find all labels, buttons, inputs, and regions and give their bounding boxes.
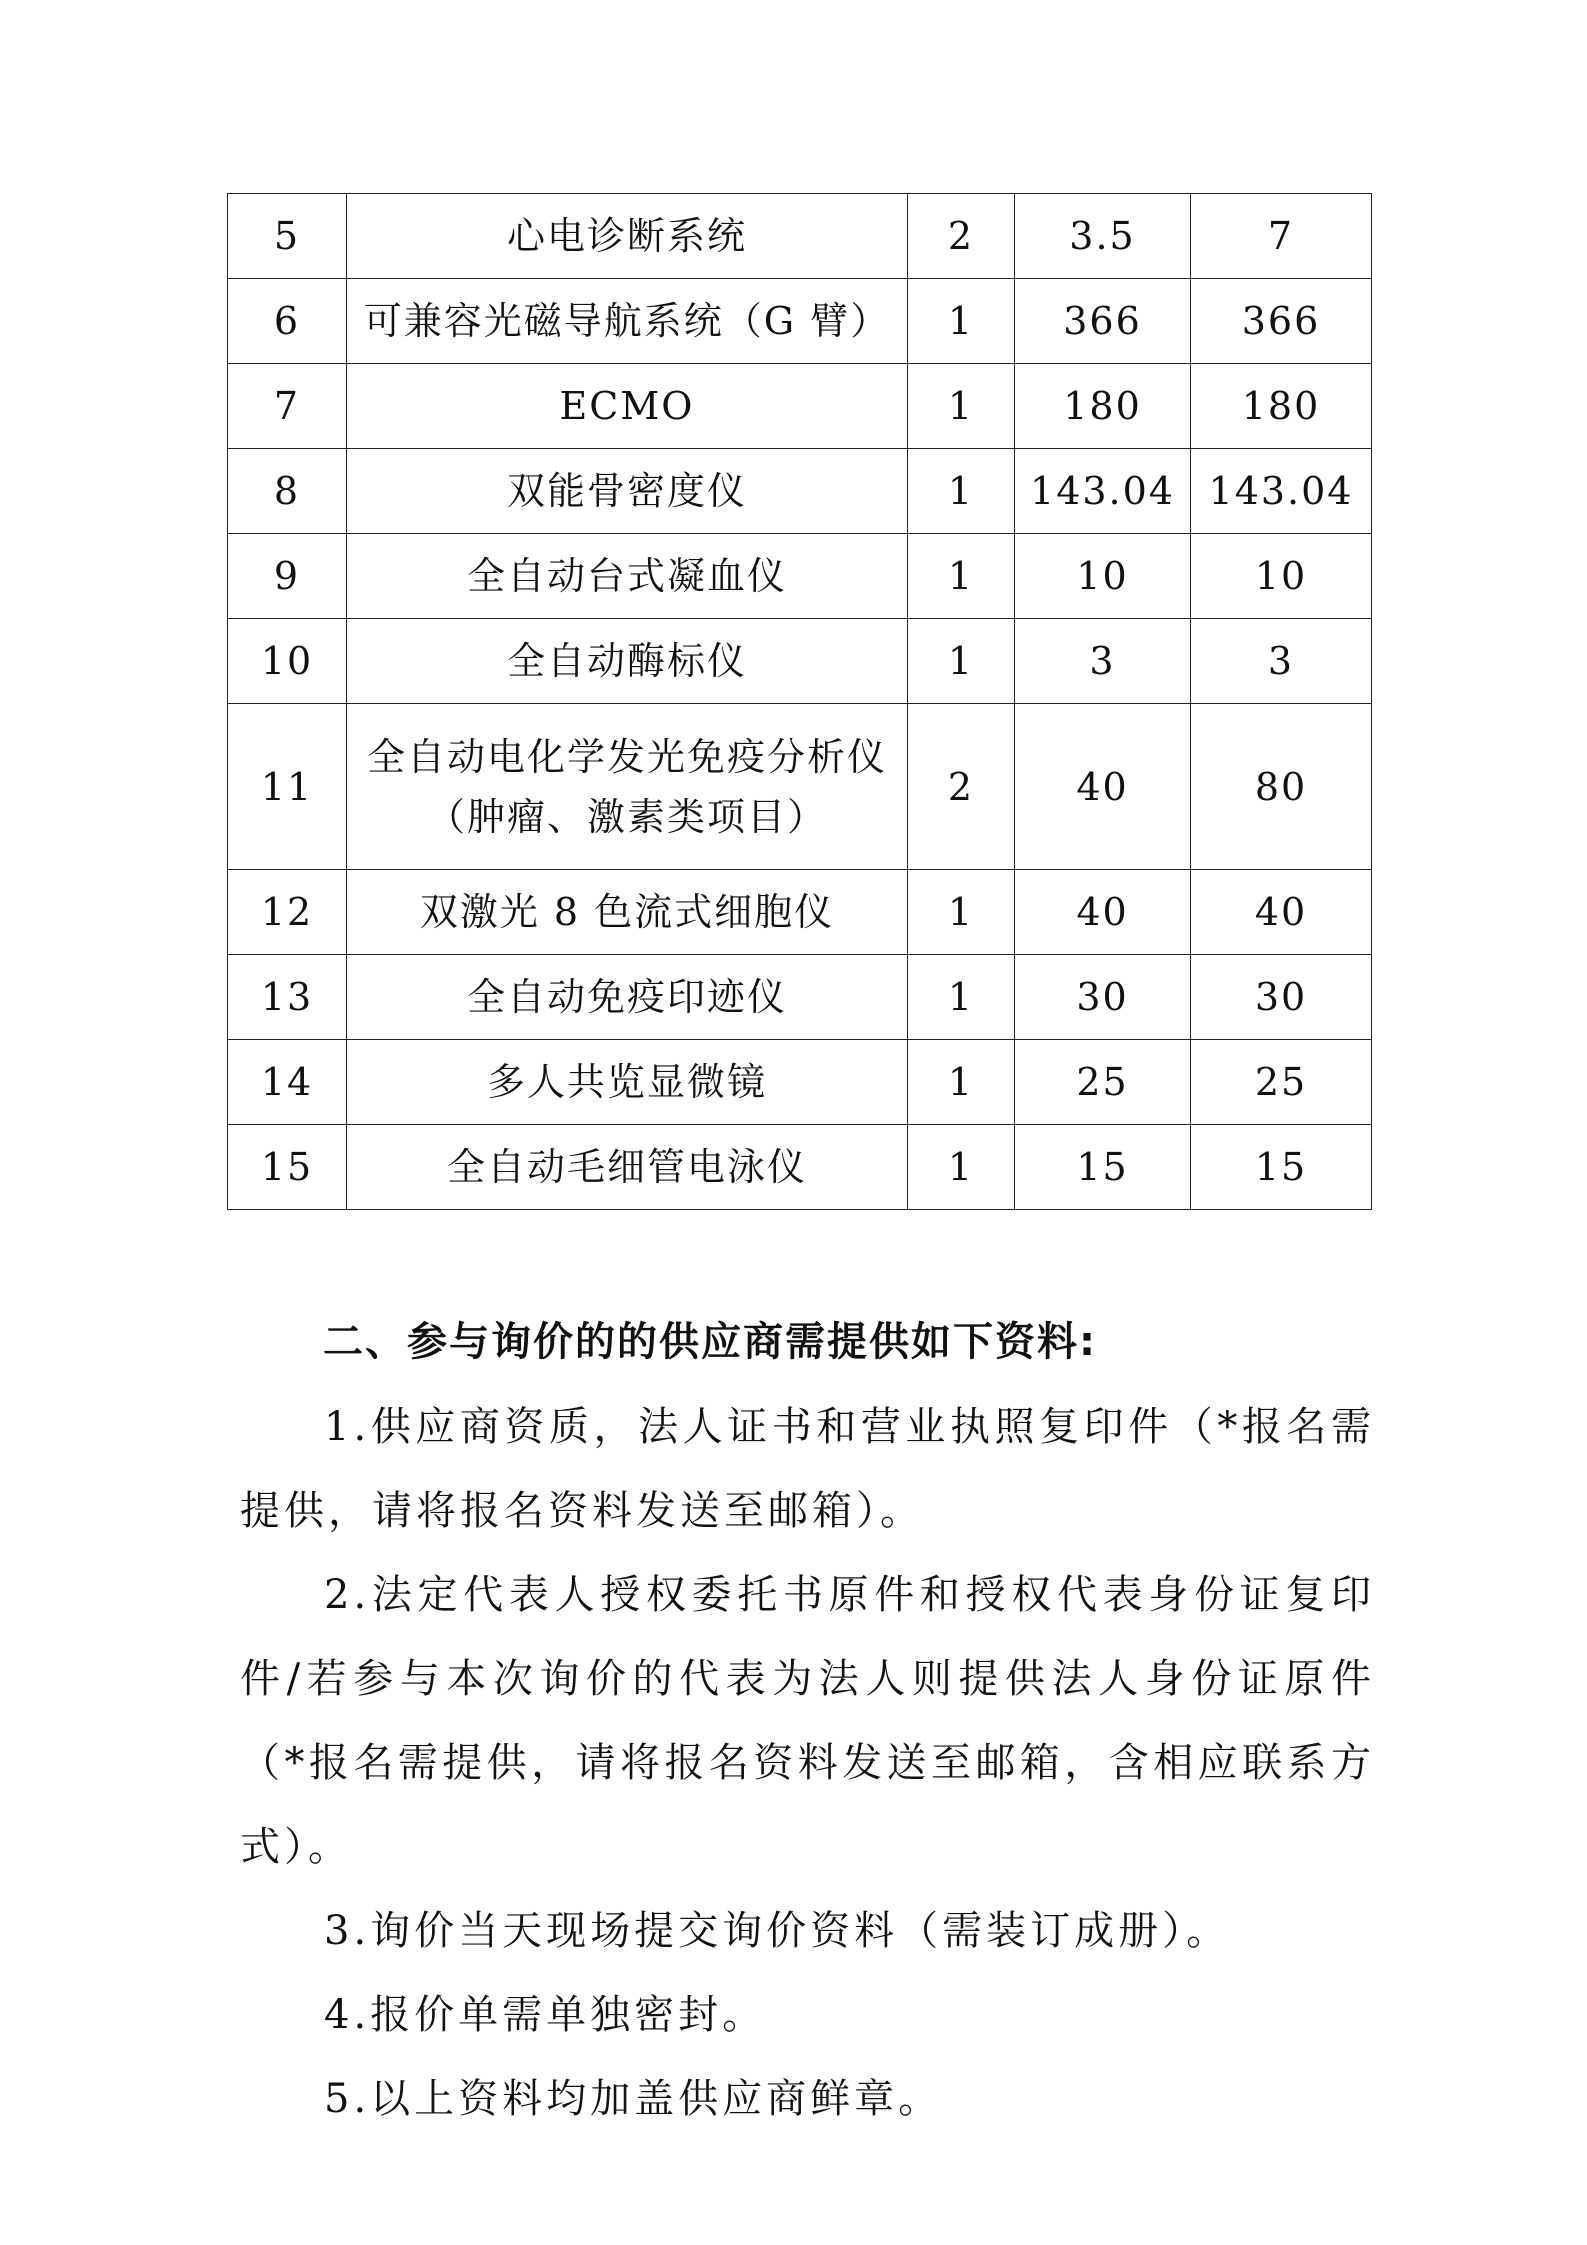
table-row bbox=[228, 955, 1372, 1040]
table-row bbox=[228, 870, 1372, 955]
table-row bbox=[228, 619, 1372, 704]
requirements-heading: 二、参与询价的的供应商需提供如下资料: bbox=[323, 1319, 1097, 1365]
cell-quantity: 1 bbox=[908, 1040, 1015, 1125]
cell-unit-price: 40 bbox=[1015, 704, 1191, 870]
cell-total: 143.04 bbox=[1191, 449, 1372, 534]
cell-equipment-name: 全自动台式凝血仪 bbox=[347, 534, 908, 619]
cell-equipment-name: 全自动电化学发光免疫分析仪（肿瘤、激素类项目） bbox=[347, 704, 908, 870]
table-row bbox=[228, 194, 1372, 279]
cell-number: 12 bbox=[228, 870, 347, 955]
cell-number: 9 bbox=[228, 534, 347, 619]
cell-equipment-name: ECMO bbox=[347, 364, 908, 449]
cell-unit-price: 25 bbox=[1015, 1040, 1191, 1125]
cell-quantity: 1 bbox=[908, 1125, 1015, 1210]
cell-quantity: 1 bbox=[908, 955, 1015, 1040]
cell-number: 11 bbox=[228, 704, 347, 870]
cell-total: 180 bbox=[1191, 364, 1372, 449]
cell-number: 7 bbox=[228, 364, 347, 449]
cell-equipment-name: 双能骨密度仪 bbox=[347, 449, 908, 534]
cell-quantity: 1 bbox=[908, 449, 1015, 534]
cell-equipment-name: 双激光 8 色流式细胞仪 bbox=[347, 870, 908, 955]
cell-unit-price: 40 bbox=[1015, 870, 1191, 955]
cell-total: 10 bbox=[1191, 534, 1372, 619]
cell-quantity: 1 bbox=[908, 534, 1015, 619]
requirement-item-3: 3.询价当天现场提交询价资料（需装订成册）。 bbox=[324, 1908, 1231, 1954]
requirement-item-1: 1.供应商资质，法人证书和营业执照复印件（*报名需提供，请将报名资料发送至邮箱）。 bbox=[240, 1404, 1375, 1534]
cell-quantity: 1 bbox=[908, 619, 1015, 704]
cell-unit-price: 3.5 bbox=[1015, 194, 1191, 279]
cell-quantity: 2 bbox=[908, 704, 1015, 870]
cell-unit-price: 30 bbox=[1015, 955, 1191, 1040]
cell-equipment-name: 心电诊断系统 bbox=[347, 194, 908, 279]
cell-total: 25 bbox=[1191, 1040, 1372, 1125]
cell-equipment-name: 全自动毛细管电泳仪 bbox=[347, 1125, 908, 1210]
cell-total: 30 bbox=[1191, 955, 1372, 1040]
table-row bbox=[228, 279, 1372, 364]
cell-unit-price: 15 bbox=[1015, 1125, 1191, 1210]
cell-total: 40 bbox=[1191, 870, 1372, 955]
requirement-item-4: 4.报价单需单独密封。 bbox=[324, 1992, 767, 2038]
cell-quantity: 1 bbox=[908, 364, 1015, 449]
table-row bbox=[228, 704, 1372, 870]
cell-quantity: 2 bbox=[908, 194, 1015, 279]
cell-number: 15 bbox=[228, 1125, 347, 1210]
cell-total: 80 bbox=[1191, 704, 1372, 870]
equipment-table bbox=[227, 193, 1372, 1210]
cell-equipment-name: 多人共览显微镜 bbox=[347, 1040, 908, 1125]
cell-unit-price: 366 bbox=[1015, 279, 1191, 364]
table-row bbox=[228, 449, 1372, 534]
requirement-item-2: 2.法定代表人授权委托书原件和授权代表身份证复印件/若参与本次询价的代表为法人则提供法人身份证原件（*报名需提供，请将报名资料发送至邮箱，含相应联系方式）。 bbox=[240, 1572, 1375, 1870]
cell-total: 7 bbox=[1191, 194, 1372, 279]
cell-unit-price: 180 bbox=[1015, 364, 1191, 449]
cell-unit-price: 3 bbox=[1015, 619, 1191, 704]
cell-number: 5 bbox=[228, 194, 347, 279]
equipment-table-body bbox=[228, 194, 1372, 1210]
cell-number: 13 bbox=[228, 955, 347, 1040]
cell-number: 8 bbox=[228, 449, 347, 534]
table-row bbox=[228, 534, 1372, 619]
cell-equipment-name: 可兼容光磁导航系统（G 臂） bbox=[347, 279, 908, 364]
cell-equipment-name: 全自动免疫印迹仪 bbox=[347, 955, 908, 1040]
cell-unit-price: 10 bbox=[1015, 534, 1191, 619]
table-row bbox=[228, 1040, 1372, 1125]
cell-total: 15 bbox=[1191, 1125, 1372, 1210]
table-row bbox=[228, 1125, 1372, 1210]
cell-quantity: 1 bbox=[908, 279, 1015, 364]
requirement-item-5: 5.以上资料均加盖供应商鲜章。 bbox=[324, 2076, 943, 2122]
cell-number: 10 bbox=[228, 619, 347, 704]
cell-number: 14 bbox=[228, 1040, 347, 1125]
cell-number: 6 bbox=[228, 279, 347, 364]
cell-unit-price: 143.04 bbox=[1015, 449, 1191, 534]
cell-equipment-name: 全自动酶标仪 bbox=[347, 619, 908, 704]
cell-quantity: 1 bbox=[908, 870, 1015, 955]
table-row bbox=[228, 364, 1372, 449]
cell-total: 3 bbox=[1191, 619, 1372, 704]
requirements-list bbox=[240, 1385, 1375, 2141]
cell-total: 366 bbox=[1191, 279, 1372, 364]
